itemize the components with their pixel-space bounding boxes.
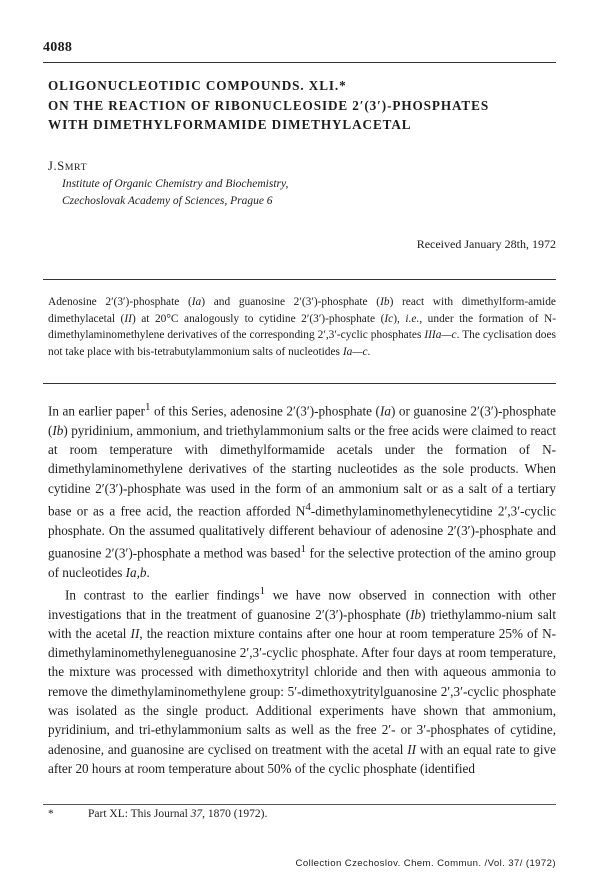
footnote: * Part XL: This Journal 37, 1870 (1972).	[48, 808, 268, 820]
author-surname: MRT	[64, 162, 88, 173]
abstract: Adenosine 2′(3′)-phosphate (Ia) and guanosine 2′(3′)-phosphate (Ib) react with dimethylform-amide dimethylacetal (II) at 20°C analogously to cytidine 2′(3′)-phosphate (Ic), i.e., under the formation of N-dimethylaminomethylene derivatives of the corresponding 2′,3′-cyclic phosphates IIIa—c. The cyclisation does not take place with bis-tetrabutylammonium salts of nucleotides Ia—c.	[48, 296, 556, 358]
journal-citation-footer: Collection Czechoslov. Chem. Commun. /Vol. 37/ (1972)	[295, 858, 556, 869]
author-name	[48, 159, 87, 174]
article-title-line-1: OLIGONUCLEOTIDIC COMPOUNDS. XLI.*	[48, 78, 347, 93]
affiliation-line-2: Czechoslovak Academy of Sciences, Prague 6	[62, 195, 273, 207]
author-initial: J.S	[48, 159, 65, 173]
article-title-line-2: ON THE REACTION OF RIBONUCLEOSIDE 2′(3′)-PHOSPHATES	[48, 98, 490, 113]
body-paragraph-1: In an earlier paper$^1$ of this Series, adenosine 2′(3′)-phosphate (Ia) or guanosine 2′(3′)-phosphate (Ib) pyridinium, ammonium, and triethylammonium salts or the free acids were claimed to react at room temperature with dimethylformamide acetals under the formation of N-dimethylaminomethylene derivatives of the starting nucleotides as the sole products. When cytidine 2′(3′)-phosphate was used in the form of an ammonium salt or as a salt of a tertiary base or as a free acid, the reaction afforded $N^4$-dimethylaminomethylenecytidine 2′,3′-cyclic phosphate. On the assumed qualitatively different behaviour of adenosine 2′(3′)-phosphate and guanosine 2′(3′)-phosphate a method was based$^1$ for the selective protection of the amino group of nucleotides Ia,b.	[48, 401, 556, 580]
page-number: 4088	[43, 40, 73, 55]
affiliation-line-1: Institute of Organic Chemistry and Biochemistry,	[62, 178, 289, 190]
body-paragraph-2: In contrast to the earlier findings$^1$ we have now observed in connection with other investigations that in the treatment of guanosine 2′(3′)-phosphate (Ib) triethylammo-nium salt with the acetal II, the reaction mixture contains after one hour at room temperature 25% of N-dimethylaminomethyleneguanosine 2′,3′-cyclic phosphate. After four days at room temperature, the mixture was processed with dimethoxytrityl chloride and then with aqueous ammonia to remove the dimethylaminomethylene group: 5′-dimethoxytritylguanosine 2′,3′-cyclic phosphate was isolated as the single product. Additional experiments have shown that ammonium, pyridinium, and tri-ethylammonium salts as well as the free 2′- or 3′-phosphates of cytidine, adenosine, and guanosine are cyclised on treatment with the acetal II with an equal rate to give after 20 hours at room temperature about 50% of the cyclic phosphate (identified	[48, 584, 557, 776]
article-body	[48, 398, 556, 778]
received-date: Received January 28th, 1972	[416, 237, 556, 251]
article-title-line-3: WITH DIMETHYLFORMAMIDE DIMETHYLACETAL	[48, 117, 412, 132]
abstract-top-rule	[43, 279, 556, 280]
abstract-bottom-rule	[43, 383, 556, 384]
footnote-rule	[43, 804, 556, 805]
header-rule	[43, 62, 556, 63]
